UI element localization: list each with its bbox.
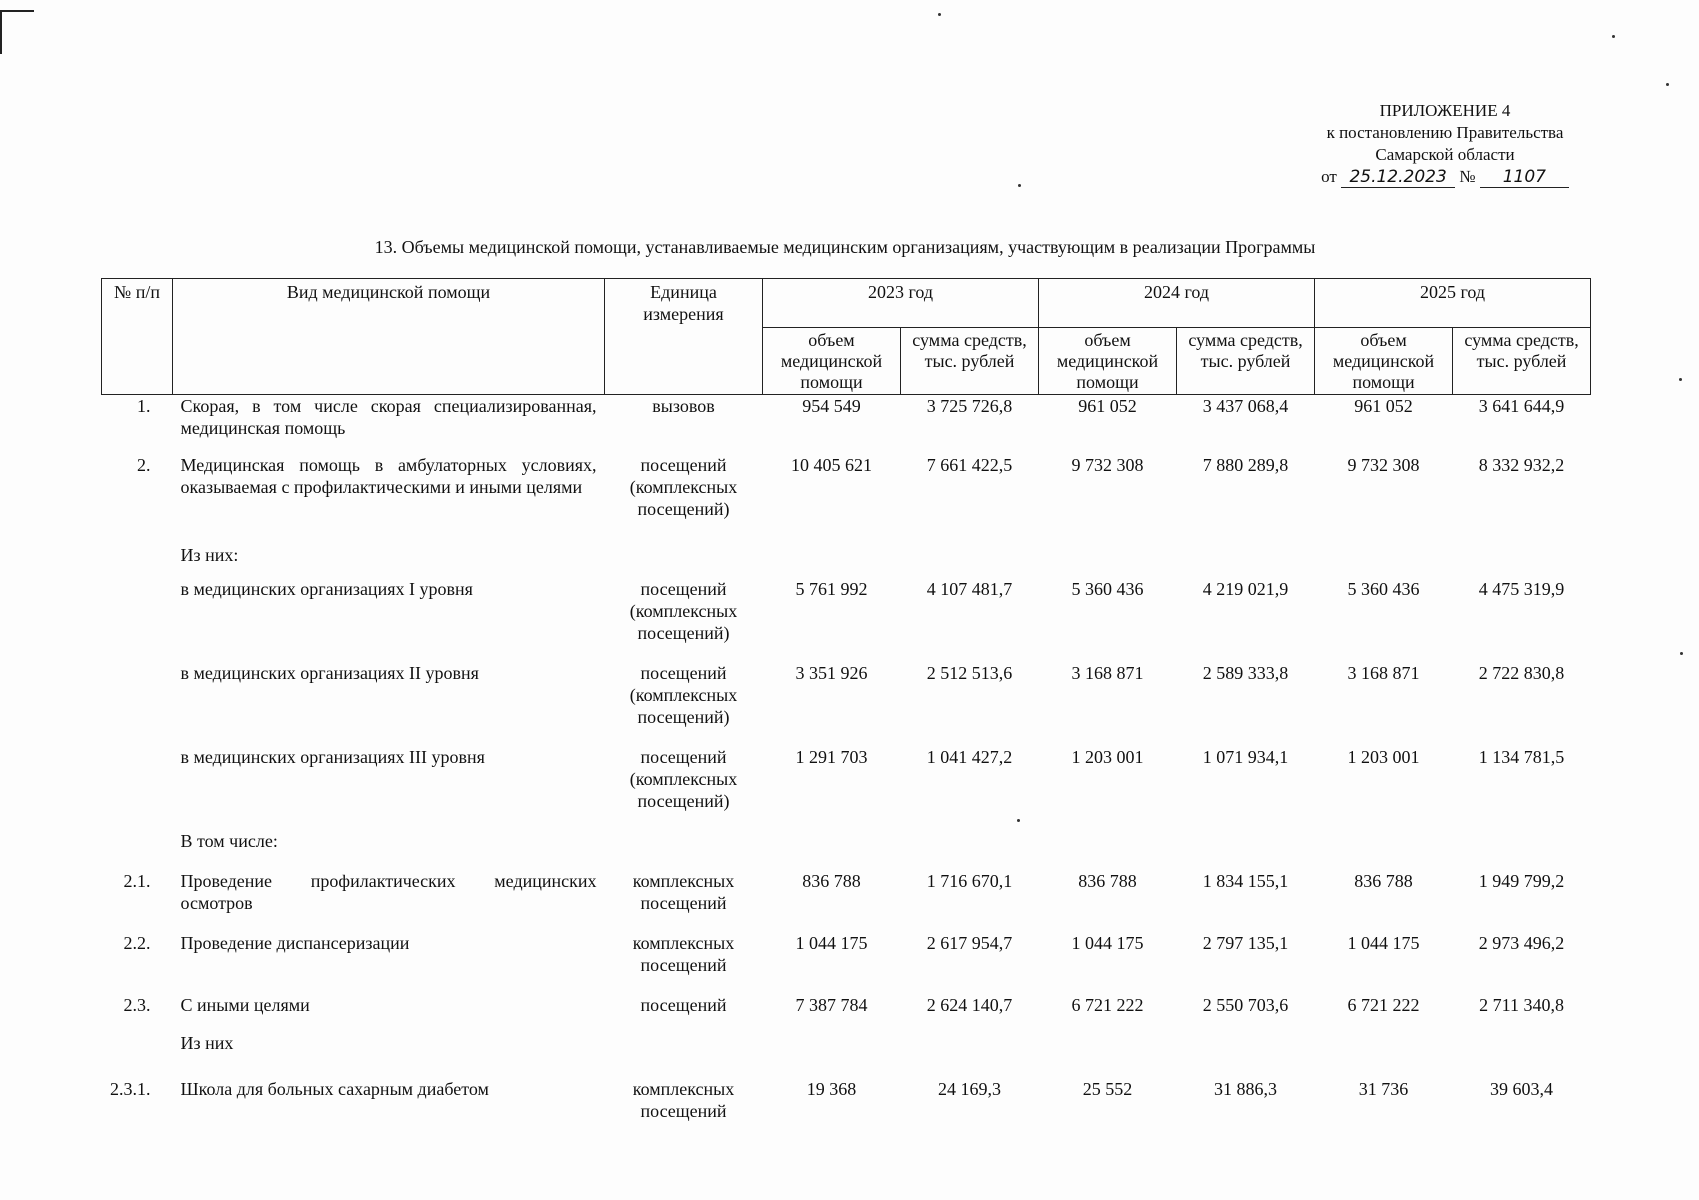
row-sum-2024: 2 550 703,6 (1202, 995, 1289, 1015)
row-volume-2023: 3 351 926 (795, 663, 868, 683)
col-header-2025: 2025 год (1315, 279, 1591, 328)
row-number: 2. (137, 455, 151, 475)
row-sum-2025: 1 134 781,5 (1478, 747, 1565, 767)
row-number (102, 1032, 173, 1078)
row-sum-2023: 2 624 140,7 (926, 995, 1013, 1015)
row-volume-2024: 836 788 (1078, 871, 1137, 891)
col-header-volume-2024: объем медицинской помощи (1039, 328, 1177, 395)
col-header-volume-2023: объем медицинской помощи (763, 328, 901, 395)
row-sum-2023: 4 107 481,7 (926, 579, 1013, 599)
row-volume-2025: 6 721 222 (1347, 995, 1420, 1015)
col-header-sum-2024: сумма средств, тыс. рублей (1177, 328, 1315, 395)
region-line: Самарской области (1375, 145, 1515, 164)
row-sum-2024: 4 219 021,9 (1202, 579, 1289, 599)
document-title: 13. Объемы медицинской помощи, устанавливаемые медицинским организациям, участвующим в реализации Программы (374, 237, 1316, 257)
table-row (102, 830, 1591, 870)
table-row (102, 994, 1591, 1032)
row-sum-2023: 1 041 427,2 (926, 747, 1013, 767)
row-unit: комплексных посещений (632, 1079, 735, 1121)
row-sum-2025 (1453, 1032, 1591, 1078)
row-volume-2025 (1315, 544, 1453, 578)
row-sum-2025: 2 722 830,8 (1478, 663, 1565, 683)
row-volume-2023: 836 788 (802, 871, 861, 891)
table-row (102, 1032, 1591, 1078)
row-number: 2.3.1. (110, 1079, 151, 1099)
table-row (102, 662, 1591, 746)
row-sum-2023: 1 716 670,1 (926, 871, 1013, 891)
col-header-2023: 2023 год (763, 279, 1039, 328)
row-sum-2025: 3 641 644,9 (1478, 396, 1565, 416)
col-header-num: № п/п (102, 279, 173, 395)
col-header-type: Вид медицинской помощи (173, 279, 605, 395)
row-sum-2024: 31 886,3 (1214, 1079, 1278, 1099)
table-body (102, 395, 1591, 1141)
row-volume-2023: 19 368 (806, 1079, 857, 1099)
row-unit: посещений (комплексных посещений) (629, 455, 738, 519)
row-volume-2023: 10 405 621 (791, 455, 872, 475)
from-label: от (1321, 167, 1337, 186)
scan-speck (1666, 83, 1669, 86)
row-volume-2025: 3 168 871 (1347, 663, 1420, 683)
row-volume-2024: 5 360 436 (1071, 579, 1144, 599)
row-volume-2023: 954 549 (802, 396, 861, 416)
order-date-number (1295, 166, 1595, 188)
row-volume-2024: 6 721 222 (1071, 995, 1144, 1015)
row-volume-2023 (763, 1032, 901, 1078)
row-unit (605, 830, 763, 870)
row-sum-2024: 2 589 333,8 (1202, 663, 1289, 683)
scan-speck (1018, 184, 1021, 187)
table-row (102, 454, 1591, 544)
row-care-type: В том числе: (180, 831, 278, 851)
row-sum-2023: 2 617 954,7 (926, 933, 1013, 953)
col-header-sum-2023: сумма средств, тыс. рублей (901, 328, 1039, 395)
row-sum-2025: 4 475 319,9 (1478, 579, 1565, 599)
row-number (102, 830, 173, 870)
table-row (102, 1078, 1591, 1140)
handwritten-date: 25.12.2023 (1341, 167, 1455, 188)
row-volume-2024: 25 552 (1082, 1079, 1133, 1099)
row-number: 2.1. (123, 871, 151, 891)
approval-header (1295, 100, 1595, 188)
row-volume-2025: 31 736 (1358, 1079, 1409, 1099)
row-volume-2023: 1 291 703 (795, 747, 868, 767)
row-unit: посещений (комплексных посещений) (629, 663, 738, 727)
row-sum-2024: 2 797 135,1 (1202, 933, 1289, 953)
table-row (102, 870, 1591, 932)
row-number (102, 662, 173, 746)
row-care-type: Скорая, в том числе скорая специализированная, медицинская помощь (180, 396, 597, 438)
row-sum-2024 (1177, 544, 1315, 578)
row-number: 1. (137, 396, 151, 416)
row-unit: вызовов (652, 396, 715, 416)
row-sum-2025 (1453, 830, 1591, 870)
row-number (102, 746, 173, 830)
row-volume-2023 (763, 544, 901, 578)
row-volume-2025: 961 052 (1354, 396, 1413, 416)
row-sum-2025: 2 973 496,2 (1478, 933, 1565, 953)
row-volume-2025 (1315, 830, 1453, 870)
row-sum-2023 (901, 830, 1039, 870)
row-volume-2024 (1039, 1032, 1177, 1078)
row-volume-2025: 5 360 436 (1347, 579, 1420, 599)
resolution-line: к постановлению Правительства (1326, 123, 1564, 142)
row-unit: комплексных посещений (632, 871, 735, 913)
row-care-type: Проведение диспансеризации (180, 933, 410, 953)
row-care-type: в медицинских организациях I уровня (180, 579, 473, 599)
col-header-unit: Единица измерения (605, 279, 763, 395)
row-sum-2023: 3 725 726,8 (926, 396, 1013, 416)
row-unit: комплексных посещений (632, 933, 735, 975)
row-volume-2024: 3 168 871 (1071, 663, 1144, 683)
row-sum-2025: 8 332 932,2 (1478, 455, 1565, 475)
row-unit: посещений (комплексных посещений) (629, 579, 738, 643)
row-sum-2024 (1177, 830, 1315, 870)
row-unit: посещений (комплексных посещений) (629, 747, 738, 811)
row-unit (605, 1032, 763, 1078)
row-volume-2024 (1039, 830, 1177, 870)
row-volume-2025: 9 732 308 (1347, 455, 1420, 475)
row-care-type: Медицинская помощь в амбулаторных условиях, оказываемая с профилактическими и иными целями (180, 455, 597, 497)
row-sum-2023: 7 661 422,5 (926, 455, 1013, 475)
table-row (102, 746, 1591, 830)
col-header-sum-2025: сумма средств, тыс. рублей (1453, 328, 1591, 395)
row-sum-2023 (901, 544, 1039, 578)
table-row (102, 578, 1591, 662)
row-number: 2.3. (123, 995, 151, 1015)
row-sum-2024: 1 834 155,1 (1202, 871, 1289, 891)
row-volume-2025: 1 044 175 (1347, 933, 1420, 953)
row-volume-2024: 9 732 308 (1071, 455, 1144, 475)
handwritten-number: 1107 (1480, 167, 1569, 188)
row-volume-2023: 1 044 175 (795, 933, 868, 953)
row-sum-2023 (901, 1032, 1039, 1078)
row-care-type: Школа для больных сахарным диабетом (180, 1079, 489, 1099)
row-volume-2024: 1 203 001 (1071, 747, 1144, 767)
row-unit (605, 544, 763, 578)
row-unit: посещений (640, 995, 727, 1015)
row-sum-2024: 1 071 934,1 (1202, 747, 1289, 767)
row-care-type: Проведение профилактических медицинских осмотров (180, 871, 597, 913)
scan-speck (1679, 378, 1682, 381)
row-volume-2023 (763, 830, 901, 870)
row-volume-2025: 1 203 001 (1347, 747, 1420, 767)
row-care-type: Из них: (180, 545, 239, 565)
row-sum-2024: 3 437 068,4 (1202, 396, 1289, 416)
medical-care-volume-table (101, 278, 1591, 1140)
row-volume-2025: 836 788 (1354, 871, 1413, 891)
row-volume-2024 (1039, 544, 1177, 578)
col-header-volume-2025: объем медицинской помощи (1315, 328, 1453, 395)
table-header (102, 279, 1591, 395)
table-row (102, 395, 1591, 455)
table-row (102, 544, 1591, 578)
row-sum-2024: 7 880 289,8 (1202, 455, 1289, 475)
scan-speck (938, 13, 941, 16)
scan-speck (1680, 652, 1683, 655)
row-care-type: в медицинских организациях III уровня (180, 747, 485, 767)
row-sum-2024 (1177, 1032, 1315, 1078)
row-volume-2024: 961 052 (1078, 396, 1137, 416)
row-sum-2025: 2 711 340,8 (1479, 995, 1564, 1015)
row-sum-2023: 24 169,3 (938, 1079, 1001, 1099)
row-care-type: С иными целями (180, 995, 310, 1015)
number-label: № (1459, 167, 1476, 186)
scan-corner-mark (0, 10, 34, 12)
appendix-label: ПРИЛОЖЕНИЕ 4 (1379, 101, 1511, 120)
row-number (102, 578, 173, 662)
row-care-type: в медицинских организациях II уровня (180, 663, 479, 683)
row-volume-2024: 1 044 175 (1071, 933, 1144, 953)
row-sum-2025: 39 603,4 (1490, 1079, 1554, 1099)
col-header-2024: 2024 год (1039, 279, 1315, 328)
row-volume-2023: 5 761 992 (795, 579, 868, 599)
row-number (102, 544, 173, 578)
scan-corner-mark (0, 10, 2, 54)
row-volume-2023: 7 387 784 (795, 995, 868, 1015)
row-volume-2025 (1315, 1032, 1453, 1078)
table-row (102, 932, 1591, 994)
row-care-type: Из них (180, 1033, 234, 1053)
row-number: 2.2. (123, 933, 151, 953)
row-sum-2025 (1453, 544, 1591, 578)
row-sum-2025: 1 949 799,2 (1478, 871, 1565, 891)
scan-speck (1612, 35, 1615, 38)
row-sum-2023: 2 512 513,6 (926, 663, 1013, 683)
